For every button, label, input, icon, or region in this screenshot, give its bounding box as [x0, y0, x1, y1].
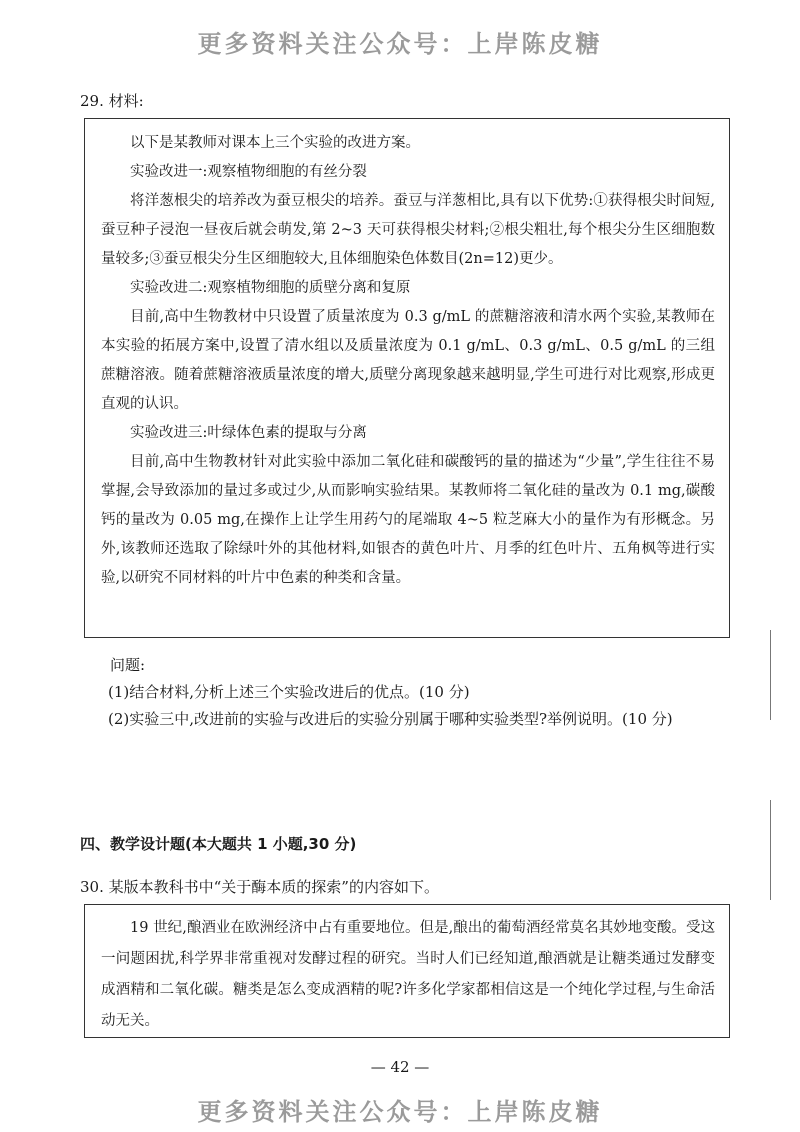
material-paragraph: 实验改进二:观察植物细胞的质壁分离和复原 [130, 280, 411, 296]
watermark-bottom: 更多资料关注公众号：上岸陈皮糖 [197, 1098, 603, 1126]
question-30-material-box [84, 904, 730, 1038]
material-paragraph: 19 世纪,酿酒业在欧洲经济中占有重要地位。但是,酿出的葡萄酒经常莫名其妙地变酸。受这一问题困扰,科学界非常重视对发酵过程的研究。当时人们已经知道,酿酒就是让糖类通过发酵变成酒精和二氧化碳。糖类是怎么变成酒精的呢?许多化学家都相信这是一个纯化学过程,与生命活动无关。 [101, 920, 715, 1029]
page-number: — 42 — [370, 1058, 430, 1076]
material-paragraph: 将洋葱根尖的培养改为蚕豆根尖的培养。蚕豆与洋葱相比,具有以下优势:①获得根尖时间短,蚕豆种子浸泡一昼夜后就会萌发,第 2~3 天可获得根尖材料;②根尖粗壮,每个根尖分生区细胞数量较多;③蚕豆根尖分生区细胞较大,且体细胞染色体数目(2n=12)更少。 [101, 193, 715, 267]
question-29-part-2: (2)实验三中,改进前的实验与改进后的实验分别属于哪种实验类型?举例说明。(10 分) [108, 710, 673, 728]
scan-edge-mark [770, 800, 771, 900]
question-29-prompts [110, 652, 673, 733]
material-paragraph: 实验改进三:叶绿体色素的提取与分离 [130, 425, 367, 441]
material-paragraph: 以下是某教师对课本上三个实验的改进方案。 [130, 135, 420, 151]
watermark-top: 更多资料关注公众号：上岸陈皮糖 [197, 30, 603, 58]
material-paragraph: 实验改进一:观察植物细胞的有丝分裂 [130, 164, 367, 180]
question-30-heading: 30. 某版本教科书中“关于酶本质的探索”的内容如下。 [80, 878, 439, 896]
material-paragraph: 目前,高中生物教材中只设置了质量浓度为 0.3 g/mL 的蔗糖溶液和清水两个实验,某教师在本实验的拓展方案中,设置了清水组以及质量浓度为 0.1 g/mL、0.3 g/mL、0.5 g/mL 的三组蔗糖溶液。随着蔗糖溶液质量浓度的增大,质壁分离现象越来越明显,学生可进行对比观察,形成更直观的认识。 [101, 309, 715, 412]
section-4-heading: 四、教学设计题(本大题共 1 小题,30 分) [80, 835, 357, 853]
question-29-heading: 29. 材料: [80, 92, 144, 110]
question-29-part-1: (1)结合材料,分析上述三个实验改进后的优点。(10 分) [108, 683, 470, 701]
questions-label: 问题: [110, 656, 146, 674]
question-29-material-box [84, 118, 730, 638]
material-paragraph: 目前,高中生物教材针对此实验中添加二氧化硅和碳酸钙的量的描述为“少量”,学生往往不易掌握,会导致添加的量过多或过少,从而影响实验结果。某教师将二氧化硅的量改为 0.1 mg,碳酸钙的量改为 0.05 mg,在操作上让学生用药勺的尾端取 4~5 粒芝麻大小的量作为有形概念。另外,该教师还选取了除绿叶外的其他材料,如银杏的黄色叶片、月季的红色叶片、五角枫等进行实验,以研究不同材料的叶片中色素的种类和含量。 [101, 454, 715, 586]
scan-edge-mark [770, 630, 771, 720]
